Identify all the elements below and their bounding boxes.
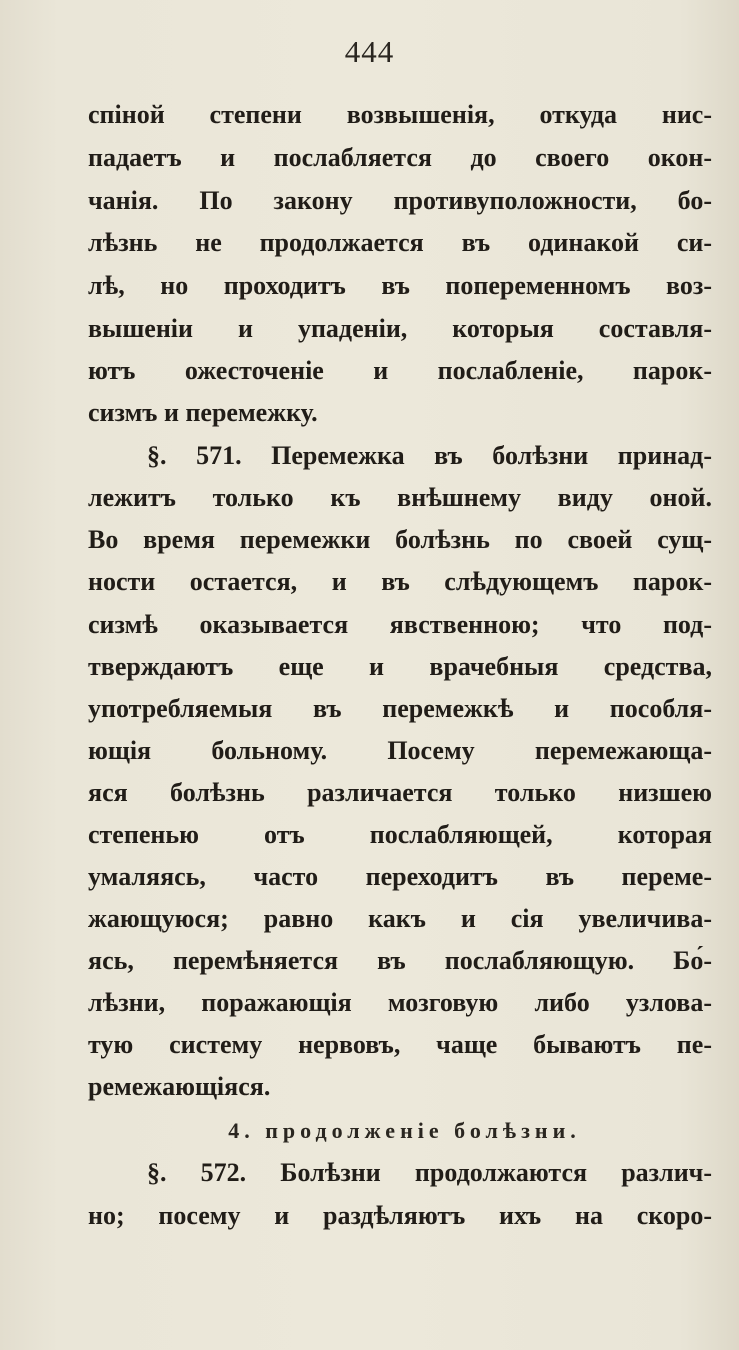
text-line: Во время перемежки болѣзнь по своей сущ- <box>88 525 712 554</box>
text-line: но; посему и раздѣляютъ ихъ на скоро- <box>88 1201 712 1230</box>
text-line: тверждаютъ еще и врачебныя средства, <box>88 652 712 681</box>
text-line: жающуюся; равно какъ и сія увеличива- <box>88 904 712 933</box>
text-line: яся болѣзнь различается только низшею <box>88 778 712 807</box>
text-line: вышеніи и упаденіи, которыя составля- <box>88 314 712 343</box>
text-line: ясь, перемѣняется въ послабляющую. Бо́- <box>88 946 712 975</box>
text-line: лежитъ только къ внѣшнему виду оной. <box>88 483 712 512</box>
text-line: употребляемыя въ перемежкѣ и пособля- <box>88 694 712 723</box>
text-line: лѣзнь не продолжается въ одинакой си- <box>88 228 712 257</box>
text-line: тую систему нервовъ, чаще бываютъ пе- <box>88 1030 712 1059</box>
text-line: лѣзни, поражающія мозговую либо узлова- <box>88 988 712 1017</box>
text-line: чанія. По закону противуположности, бо- <box>88 186 712 215</box>
page-number: 444 <box>344 34 395 69</box>
text-line: ремежающіяся. <box>88 1072 271 1101</box>
text-line: ютъ ожесточеніе и послабленіе, парок- <box>88 356 712 385</box>
text-line: сизмѣ оказывается явственною; что под- <box>88 610 712 639</box>
section-heading: 4. продолженіе болѣзни. <box>228 1118 581 1143</box>
text-line: лѣ, но проходитъ въ попеременномъ воз- <box>88 271 712 300</box>
text-line: сизмъ и перемежку. <box>88 398 318 427</box>
text-line: умаляясь, часто переходитъ въ переме- <box>88 862 712 891</box>
text-line: спіной степени возвышенія, откуда нис- <box>88 100 712 129</box>
paragraph-571-start: §. 571. Перемежка въ болѣзни принад- <box>147 441 712 470</box>
text-line: ющія больному. Посему перемежающа- <box>88 736 712 765</box>
text-line: падаетъ и послабляется до своего окон- <box>88 143 712 172</box>
paragraph-572-start: §. 572. Болѣзни продолжаются различ- <box>147 1158 712 1187</box>
text-line: степенью отъ послабляющей, которая <box>88 820 712 849</box>
text-line: ности остается, и въ слѣдующемъ парок- <box>88 567 712 596</box>
